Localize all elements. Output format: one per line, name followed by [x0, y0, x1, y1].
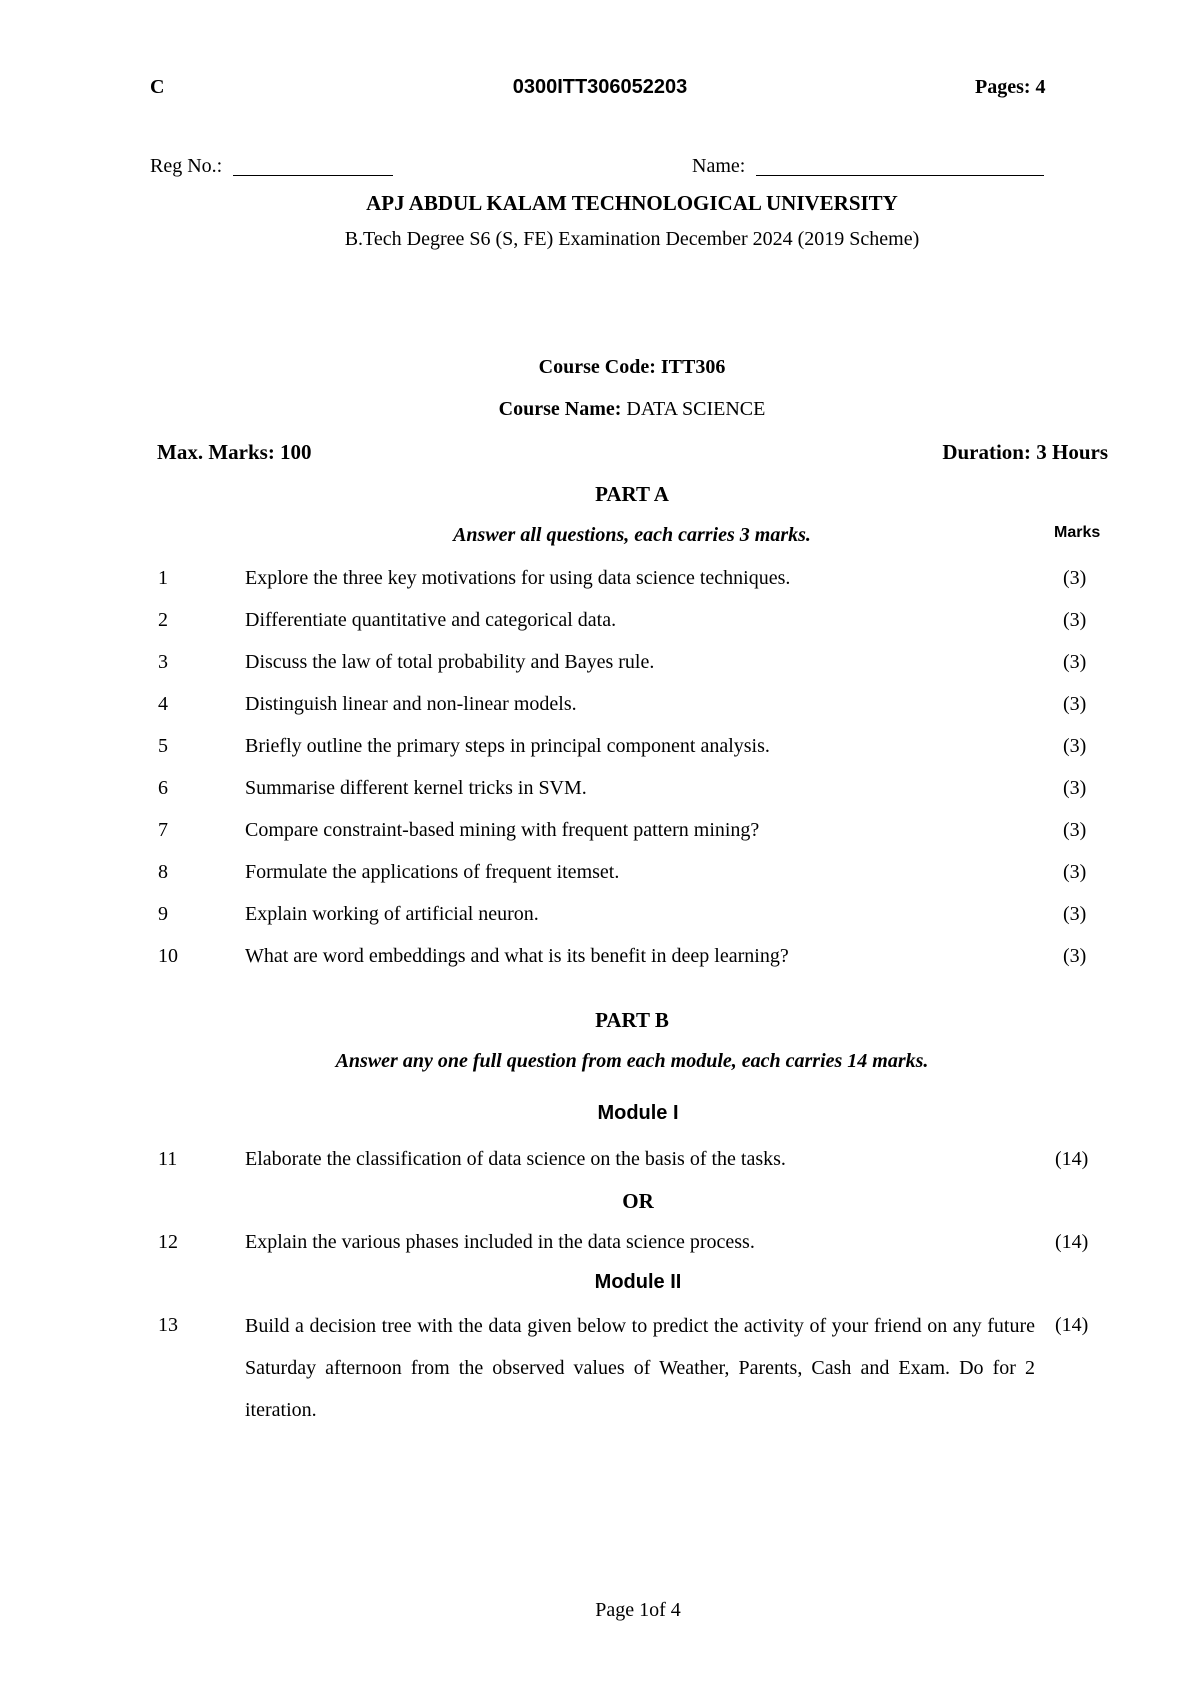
course-name-label: Course Name: — [498, 398, 622, 420]
question-marks: (3) — [1063, 735, 1087, 757]
question-number: 11 — [158, 1148, 178, 1170]
question-number: 13 — [158, 1314, 178, 1336]
name-blank — [756, 175, 1044, 176]
module-heading: Module II — [594, 1271, 682, 1293]
question-number: 7 — [158, 819, 168, 841]
question-text: Differentiate quantitative and categorical data. — [245, 609, 617, 631]
question-row — [0, 567, 1200, 607]
question-text: Formulate the applications of frequent itemset. — [245, 861, 620, 883]
course-name-value: DATA SCIENCE — [621, 398, 766, 420]
question-number: 4 — [158, 693, 168, 715]
name-label: Name: — [692, 155, 746, 177]
question-text: Briefly outline the primary steps in principal component analysis. — [245, 735, 770, 757]
question-row — [0, 651, 1200, 691]
question-row — [0, 819, 1200, 859]
question-number: 10 — [158, 945, 178, 967]
question-text: Distinguish linear and non-linear models. — [245, 693, 577, 715]
question-marks: (3) — [1063, 693, 1087, 715]
part-a-instruction: Answer all questions, each carries 3 marks. — [453, 524, 811, 546]
question-marks: (3) — [1063, 903, 1087, 925]
question-number: 5 — [158, 735, 168, 757]
university-title: APJ ABDUL KALAM TECHNOLOGICAL UNIVERSITY — [366, 191, 898, 215]
question-marks: (14) — [1055, 1314, 1089, 1336]
course-name — [0, 398, 1200, 421]
question-row — [0, 861, 1200, 901]
question-number: 2 — [158, 609, 168, 631]
question-row — [0, 609, 1200, 649]
question-text: Elaborate the classification of data science on the basis of the tasks. — [245, 1148, 786, 1170]
question-text: Explain working of artificial neuron. — [245, 903, 539, 925]
part-a-title: PART A — [595, 482, 669, 506]
or-separator: OR — [622, 1189, 654, 1213]
duration: Duration: 3 Hours — [942, 440, 1108, 464]
question-number: 3 — [158, 651, 168, 673]
question-row — [0, 693, 1200, 733]
question-marks: (3) — [1063, 651, 1087, 673]
question-text: Explain the various phases included in the data science process. — [245, 1231, 755, 1253]
paper-code: 0300ITT306052203 — [512, 76, 688, 98]
reg-no-blank — [233, 175, 393, 176]
question-text: Build a decision tree with the data given below to predict the activity of your friend on any future Saturday afternoon from the observed values of Weather, Parents, Cash and Exam. Do for 2 iteration. — [245, 1315, 1035, 1421]
question-text: Explore the three key motivations for using data science techniques. — [245, 567, 791, 589]
question-number: 6 — [158, 777, 168, 799]
series-code: C — [150, 76, 165, 98]
exam-title: B.Tech Degree S6 (S, FE) Examination December 2024 (2019 Scheme) — [344, 228, 920, 250]
question-marks: (3) — [1063, 819, 1087, 841]
question-marks: (14) — [1055, 1148, 1089, 1170]
question-number: 9 — [158, 903, 168, 925]
question-text: What are word embeddings and what is its benefit in deep learning? — [245, 945, 789, 967]
question-marks: (3) — [1063, 777, 1087, 799]
part-b-instruction: Answer any one full question from each module, each carries 14 marks. — [335, 1050, 929, 1072]
reg-no-label: Reg No.: — [150, 155, 223, 177]
question-row — [0, 945, 1200, 985]
question-number: 1 — [158, 567, 168, 589]
question-text: Discuss the law of total probability and Bayes rule. — [245, 651, 655, 673]
question-number: 12 — [158, 1231, 178, 1253]
question-marks: (3) — [1063, 609, 1087, 631]
part-b-title: PART B — [595, 1008, 669, 1032]
page-count: Pages: 4 — [975, 76, 1046, 98]
question-marks: (3) — [1063, 861, 1087, 883]
question-row — [0, 903, 1200, 943]
course-code: Course Code: ITT306 — [538, 356, 726, 378]
module-heading: Module I — [597, 1102, 679, 1124]
question-text: Compare constraint-based mining with frequent pattern mining? — [245, 819, 760, 841]
question-text: Summarise different kernel tricks in SVM. — [245, 777, 587, 799]
question-number: 8 — [158, 861, 168, 883]
question-row — [0, 777, 1200, 817]
max-marks: Max. Marks: 100 — [157, 440, 312, 464]
question-row — [0, 735, 1200, 775]
marks-column-header: Marks — [1054, 524, 1101, 541]
page-footer: Page 1of 4 — [595, 1599, 681, 1621]
question-marks: (3) — [1063, 567, 1087, 589]
question-marks: (14) — [1055, 1231, 1089, 1253]
question-marks: (3) — [1063, 945, 1087, 967]
